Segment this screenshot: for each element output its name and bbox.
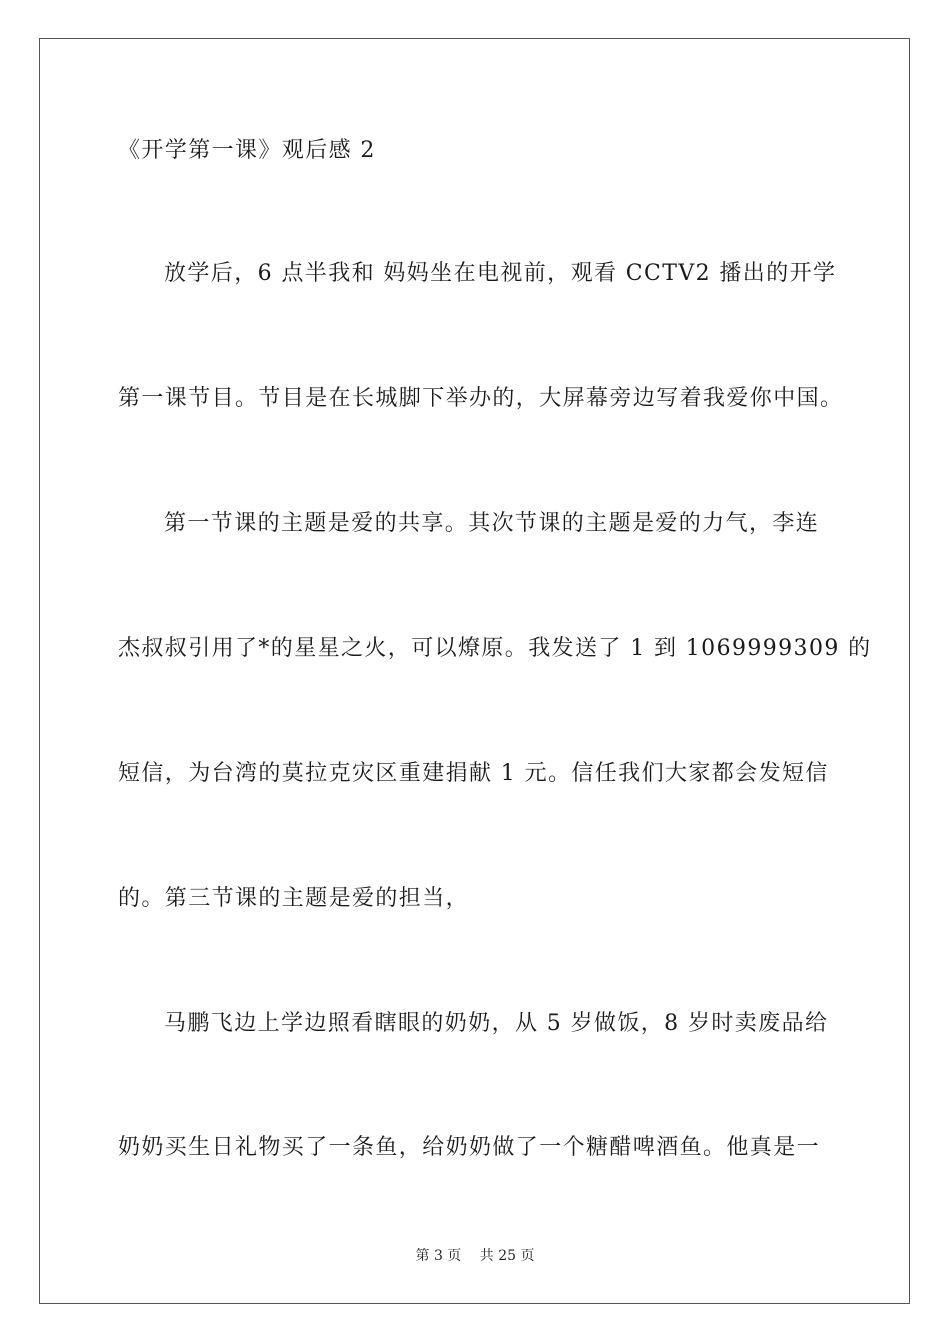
page-border — [39, 38, 910, 1304]
paragraph-line: 短信，为台湾的莫拉克灾区重建捐献 1 元。信任我们大家都会发短信 — [118, 761, 829, 786]
paragraph-line: 的。第三节课的主题是爱的担当， — [118, 886, 470, 911]
paragraph-line: 第一课节目。节目是在长城脚下举办的，大屏幕旁边写着我爱你中国。 — [118, 386, 844, 411]
paragraph-line: 马鹏飞边上学边照看瞎眼的奶奶，从 5 岁做饭，8 岁时卖废品给 — [164, 1011, 829, 1036]
page-number: 第 3 页 共 25 页 — [415, 1248, 535, 1264]
paragraph-line: 放学后，6 点半我和 妈妈坐在电视前，观看 CCTV2 播出的开学 — [164, 261, 837, 286]
paragraph-line: 奶奶买生日礼物买了一条鱼，给奶奶做了一个糖醋啤酒鱼。他真是一 — [118, 1135, 821, 1160]
document-title: 《开学第一课》观后感 2 — [118, 138, 376, 163]
paragraph-line: 杰叔叔引用了*的星星之火，可以燎原。我发送了 1 到 1069999309 的 — [118, 636, 872, 661]
paragraph-line: 第一节课的主题是爱的共享。其次节课的主题是爱的力气，李连 — [164, 511, 820, 536]
